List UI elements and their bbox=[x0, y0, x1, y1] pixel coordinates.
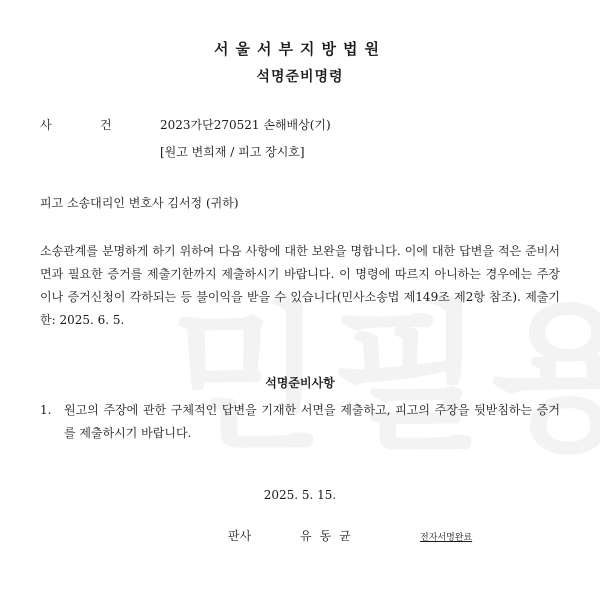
list-item-number: 1. bbox=[40, 403, 52, 417]
case-label-second-char: 건 bbox=[100, 118, 112, 132]
judge-title: 판사 bbox=[228, 529, 252, 543]
list-item bbox=[40, 399, 560, 445]
case-label-first-char: 사 bbox=[40, 118, 52, 132]
document-title: 석명준비명령 bbox=[256, 69, 344, 85]
section-title: 석명준비사항 bbox=[265, 376, 335, 390]
judge-name: 유동균 bbox=[300, 529, 359, 543]
order-body-paragraph: 소송관계를 분명하게 하기 위하여 다음 사항에 대한 보완을 명합니다. 이에 대한 답변을 적은 준비서면과 필요한 증거를 제출기한까지 제출하시기 바랍니다. 이 명령에 따르지 아니하는 경우에는 주장이나 증거신청이 각하되는 등 불이익을 받을 수 있습니다(민사소송법 제149조 제2항 참조). 제출기한: 2025. 6. 5. bbox=[40, 244, 560, 327]
issue-date: 2025. 5. 15. bbox=[263, 488, 337, 502]
case-parties: [원고 변희재 / 피고 장시호] bbox=[160, 145, 305, 159]
case-number: 2023가단270521 손해배상(기) bbox=[160, 118, 331, 132]
court-name: 서울서부지방법원 bbox=[214, 40, 386, 58]
e-signature-mark: 전자서명완료 bbox=[420, 533, 473, 543]
list-item-text: 원고의 주장에 관한 구체적인 답변을 기재한 서면을 제출하고, 피고의 주장을 뒷받침하는 증거를 제출하시기 바랍니다. bbox=[64, 403, 560, 440]
recipient-line: 피고 소송대리인 변호사 김서정 (귀하) bbox=[40, 196, 239, 210]
